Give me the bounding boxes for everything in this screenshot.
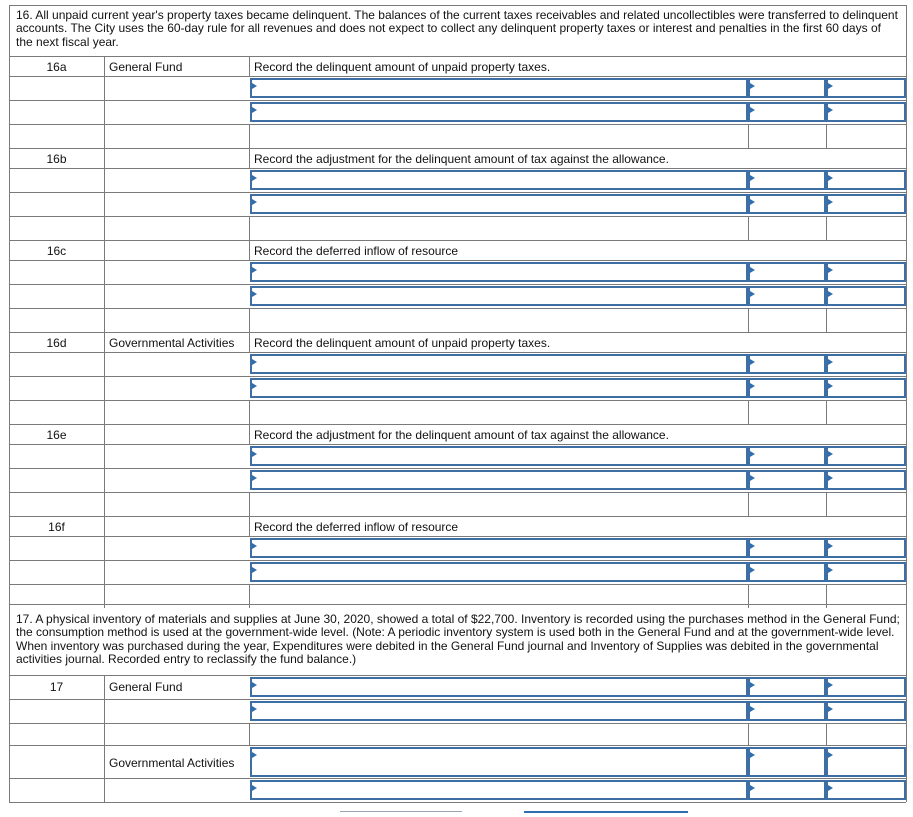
account-input-16c-line1[interactable] [250,262,748,282]
entry-number-16a: 16a [46,60,67,74]
debit-input-17-line1[interactable] [748,677,826,697]
grid-line [748,492,749,516]
dropdown-arrow-icon [252,543,257,549]
debit-input-16b-line1[interactable] [748,170,826,190]
debit-input-16a-line2[interactable] [748,102,826,122]
dropdown-arrow-icon [828,475,833,481]
grid-line [826,723,827,745]
grid-line [9,400,906,401]
grid-line [826,492,827,516]
grid-line [249,124,250,148]
dropdown-arrow-icon [828,682,833,688]
credit-input-17-line1[interactable] [826,677,906,697]
grid-line [9,723,906,724]
credit-input-17-line2[interactable] [826,701,906,721]
account-input-16d-line2[interactable] [250,378,748,398]
dropdown-arrow-icon [828,752,833,758]
grid-line [9,352,906,353]
grid-line [249,332,250,352]
grid-line [826,400,827,424]
grid-line [9,492,906,493]
problem-17-description: 17. A physical inventory of materials and supplies at June 30, 2020, showed a total of $22,700. Inventory is recorded using the purchases method in the General Fund; the consumption method is used at the government-wide level. (Note: A periodic inventory system is used both in the General Fund and at the government-wide level. When inventory was purchased during the year, Expenditures were debited in the General Fund journal and Inventory of Supplies was debited in the governmental activities journal. Recorded entry to reclassify the fund balance.) [16,612,900,666]
account-input-17-line3[interactable] [250,747,748,777]
dropdown-arrow-icon [828,291,833,297]
dropdown-arrow-icon [750,291,755,297]
dropdown-arrow-icon [252,785,257,791]
grid-line [104,584,105,604]
grid-line [9,124,906,125]
grid-line [249,516,250,536]
entry-number-17: 17 [49,680,64,694]
dropdown-arrow-icon [252,451,257,457]
dropdown-arrow-icon [252,175,257,181]
instruction-16b: Record the adjustment for the delinquent amount of tax against the allowance. [254,152,669,166]
grid-line [9,444,906,445]
dropdown-arrow-icon [750,267,755,273]
debit-input-16e-line2[interactable] [748,470,826,490]
grid-line [748,216,749,240]
grid-line [9,308,906,309]
dropdown-arrow-icon [750,567,755,573]
entry-number-16b: 16b [46,152,67,166]
dropdown-arrow-icon [252,359,257,365]
dropdown-arrow-icon [750,543,755,549]
dropdown-arrow-icon [252,199,257,205]
dropdown-arrow-icon [750,475,755,481]
grid-line [104,148,105,240]
grid-line [104,240,105,332]
grid-line [104,424,105,516]
credit-input-16d-line2[interactable] [826,378,906,398]
grid-line [9,675,906,676]
account-input-16f-line2[interactable] [250,562,748,582]
grid-line [9,76,906,77]
grid-line [249,584,250,604]
grid-line [826,308,827,332]
dropdown-arrow-icon [828,83,833,89]
credit-input-16a-line2[interactable] [826,102,906,122]
dropdown-arrow-icon [828,785,833,791]
problem-16-description: 16. All unpaid current year's property taxes became delinquent. The balances of the current taxes receivables and related uncollectibles were transferred to delinquent accounts. The City uses the 60-day rule for all revenues and does not expect to collect any delinquent property taxes or interest and penalties in the first 60 days of the next fiscal year. [16,8,898,49]
instruction-16f: Record the deferred inflow of resource [254,520,459,534]
dropdown-arrow-icon [252,383,257,389]
dropdown-arrow-icon [252,706,257,712]
dropdown-arrow-icon [252,475,257,481]
grid-line [249,424,250,444]
credit-input-16b-line2[interactable] [826,194,906,214]
debit-input-17-line2[interactable] [748,701,826,721]
grid-line [9,376,906,377]
debit-input-16d-line1[interactable] [748,354,826,374]
credit-input-17-line3[interactable] [826,747,906,777]
grid-line [249,56,250,76]
account-input-16b-line2[interactable] [250,194,748,214]
credit-input-16c-line1[interactable] [826,262,906,282]
grid-line [9,424,906,425]
dropdown-arrow-icon [750,451,755,457]
grid-line [9,516,906,517]
grid-line [9,584,906,585]
grid-line [9,216,906,217]
grid-line [9,778,906,779]
debit-input-16e-line1[interactable] [748,446,826,466]
debit-input-16c-line1[interactable] [748,262,826,282]
grid-line [9,100,906,101]
dropdown-arrow-icon [750,83,755,89]
dropdown-arrow-icon [750,107,755,113]
fund-label-17-general: General Fund [109,680,183,694]
dropdown-arrow-icon [252,83,257,89]
account-input-16c-line2[interactable] [250,286,748,306]
fund-label-17-governmental: Governmental Activities [109,756,235,770]
fund-label-16d: Governmental Activities [109,336,235,350]
grid-line [826,124,827,148]
account-input-17-line2[interactable] [250,701,748,721]
instruction-16c: Record the deferred inflow of resource [254,244,459,258]
dropdown-arrow-icon [828,267,833,273]
grid-line [9,168,906,169]
grid-line [9,5,906,6]
dropdown-arrow-icon [828,383,833,389]
account-input-16e-line1[interactable] [250,446,748,466]
grid-line [9,745,906,746]
grid-line [748,584,749,604]
dropdown-arrow-icon [252,567,257,573]
account-input-17-line4[interactable] [250,780,748,800]
dropdown-arrow-icon [828,451,833,457]
entry-number-16d: 16d [46,336,67,350]
grid-line [9,260,906,261]
grid-line [748,124,749,148]
credit-input-16c-line2[interactable] [826,286,906,306]
credit-input-16a-line1[interactable] [826,78,906,98]
bottom-scroll-indicator-active [524,811,688,817]
debit-input-17-line3[interactable] [748,747,826,777]
grid-line [249,148,250,168]
grid-line [249,723,250,745]
account-input-16e-line2[interactable] [250,470,748,490]
grid-line [9,699,906,700]
dropdown-arrow-icon [252,682,257,688]
instruction-16a: Record the delinquent amount of unpaid property taxes. [254,60,551,74]
grid-line [9,560,906,561]
debit-input-16f-line1[interactable] [748,538,826,558]
grid-line [748,308,749,332]
grid-line [249,240,250,260]
dropdown-arrow-icon [828,706,833,712]
entry-number-16f: 16f [48,520,65,534]
grid-line [9,240,906,241]
dropdown-arrow-icon [252,752,257,758]
entry-number-16e: 16e [46,428,67,442]
dropdown-arrow-icon [828,543,833,549]
grid-line [9,332,906,333]
debit-input-16c-line2[interactable] [748,286,826,306]
bottom-scroll-indicator [340,811,462,816]
credit-input-16b-line1[interactable] [826,170,906,190]
debit-input-16d-line2[interactable] [748,378,826,398]
credit-input-16f-line2[interactable] [826,562,906,582]
dropdown-arrow-icon [828,107,833,113]
grid-line [906,5,907,802]
instruction-16d: Record the delinquent amount of unpaid property taxes. [254,336,551,350]
entry-number-16c: 16c [46,244,67,258]
dropdown-arrow-icon [252,291,257,297]
grid-line [249,308,250,332]
debit-input-16a-line1[interactable] [748,78,826,98]
grid-line [9,56,906,57]
fund-label-16a: General Fund [109,60,183,74]
debit-input-16b-line2[interactable] [748,194,826,214]
dropdown-arrow-icon [828,199,833,205]
dropdown-arrow-icon [750,383,755,389]
grid-line [9,802,906,803]
grid-line [9,468,906,469]
credit-input-16e-line1[interactable] [826,446,906,466]
credit-input-17-line4[interactable] [826,780,906,800]
grid-line [9,148,906,149]
dropdown-arrow-icon [750,175,755,181]
credit-input-16d-line1[interactable] [826,354,906,374]
credit-input-16e-line2[interactable] [826,470,906,490]
grid-line [249,400,250,424]
grid-line [9,192,906,193]
grid-line [104,675,105,802]
credit-input-16f-line1[interactable] [826,538,906,558]
account-input-17-line1[interactable] [250,677,748,697]
grid-line [826,216,827,240]
dropdown-arrow-icon [750,199,755,205]
grid-line [104,56,105,148]
account-input-16a-line2[interactable] [250,102,748,122]
account-input-16a-line1[interactable] [250,78,748,98]
grid-line [249,216,250,240]
grid-line [748,723,749,745]
debit-input-16f-line2[interactable] [748,562,826,582]
dropdown-arrow-icon [828,175,833,181]
grid-line [9,536,906,537]
account-input-16b-line1[interactable] [250,170,748,190]
dropdown-arrow-icon [750,785,755,791]
dropdown-arrow-icon [252,267,257,273]
grid-line [826,584,827,604]
grid-line [9,284,906,285]
account-input-16d-line1[interactable] [250,354,748,374]
grid-line [9,604,906,605]
dropdown-arrow-icon [750,706,755,712]
dropdown-arrow-icon [828,567,833,573]
grid-line [104,332,105,424]
dropdown-arrow-icon [750,359,755,365]
instruction-16e: Record the adjustment for the delinquent amount of tax against the allowance. [254,428,669,442]
dropdown-arrow-icon [750,682,755,688]
dropdown-arrow-icon [750,752,755,758]
debit-input-17-line4[interactable] [748,780,826,800]
grid-line [748,400,749,424]
account-input-16f-line1[interactable] [250,538,748,558]
grid-line [249,492,250,516]
dropdown-arrow-icon [252,107,257,113]
dropdown-arrow-icon [828,359,833,365]
